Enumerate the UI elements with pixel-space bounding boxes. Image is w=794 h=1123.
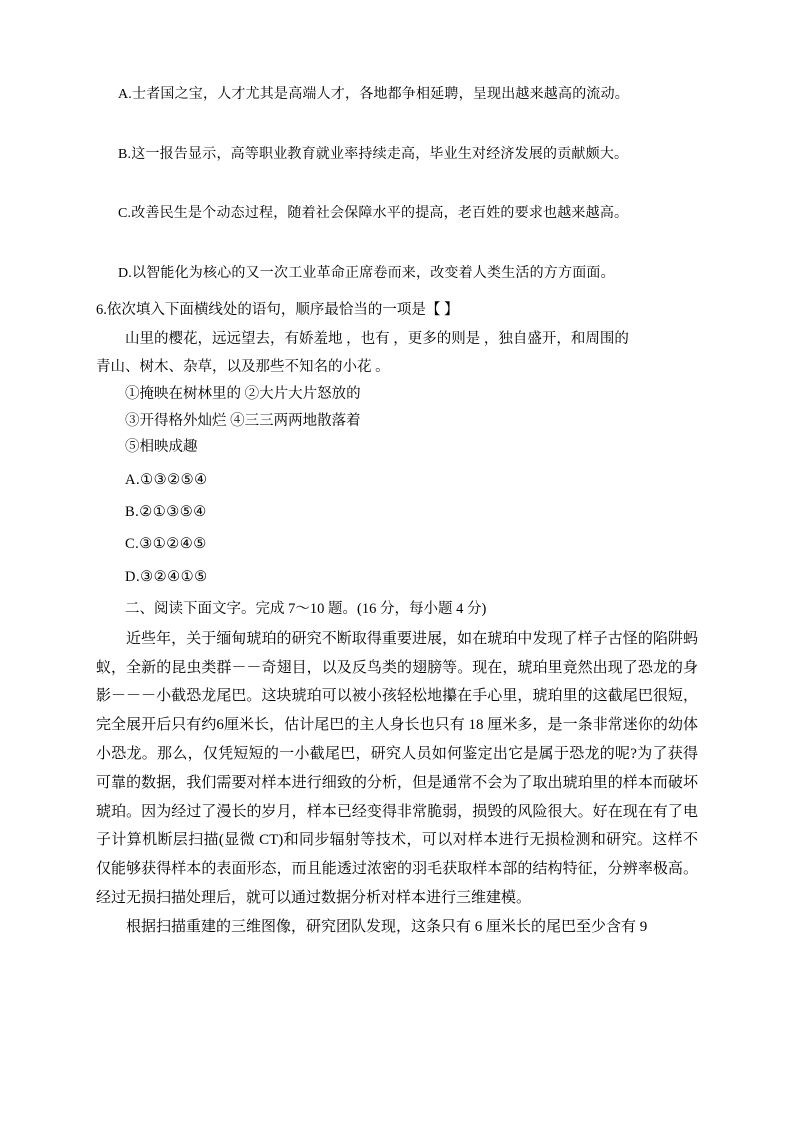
question6-choice-a: A.①③②⑤④ [125, 471, 208, 488]
question6-choice-c: C.③①②④⑤ [125, 536, 207, 553]
question5-choice-d: D.以智能化为核心的又一次工业革命正席卷而来，改变着人类生活的方方面面。 [118, 266, 615, 282]
question6-passage-line-2: 青山、树木、杂草，以及那些不知名的小花 。 [96, 359, 390, 376]
question6-fragments-line-2: ③开得格外灿烂 ④三三两两地散落着 [125, 412, 361, 429]
question6-choice-d: D.③②④①⑤ [125, 568, 208, 585]
question6-fragments-line-3: ⑤相映成趣 [125, 439, 198, 456]
question6-stem: 6.依次填入下面横线处的语句，顺序最恰当的一项是【 】 [96, 301, 459, 318]
section-2-paragraph-1: 近些年，关于缅甸琥珀的研究不断取得重要进展，如在琥珀中发现了样子古怪的陷阱蚂蚁，全新的昆虫类群－－奇翅目，以及反鸟类的翅膀等。现在，琥珀里竟然出现了恐龙的身影－－－小截恐龙尾巴。这块琥珀可以被小孩轻松地攥在手心里，琥珀里的这截尾巴很短，完全展开后只有约6厘米长，估计尾巴的主人身长也只有 18 厘米多，是一条非常迷你的幼体小恐龙。那么，仅凭短短的一小截尾巴，研究人员如何鉴定出它是属于恐龙的呢?为了获得可靠的数据，我们需要对样本进行细致的分析，但是通常不会为了取出琥珀里的样本而破坏琥珀。因为经过了漫长的岁月，样本已经变得非常脆弱，损毁的风险很大。好在现在有了电子计算机断层扫描(显微 CT)和同步辐射等技术，可以对样本进行无损检测和研究。这样不仅能够获得样本的表面形态，而且能透过浓密的羽毛获取样本部的结构特征，分辨率极高。经过无损扫描处理后，就可以通过数据分析对样本进行三维建模。 [96, 630, 698, 907]
question6-fragments-line-1: ①掩映在树林里的 ②大片大片怒放的 [125, 386, 361, 403]
document-body [96, 84, 698, 942]
question6-choice-b: B.②①③⑤④ [125, 503, 207, 520]
question5-choice-c: C.改善民生是个动态过程，随着社会保障水平的提高，老百姓的要求也越来越高。 [118, 206, 629, 222]
section-2-paragraph-2: 根据扫描重建的三维图像，研究团队发现，这条只有 6 厘米长的尾巴至少含有 9 [126, 918, 648, 935]
question6-passage-line-1: 山里的樱花，远远望去，有娇羞地 ，也有 ，更多的则是 ，独自盛开，和周围的 [125, 331, 629, 348]
section-2-heading: 二、阅读下面文字。完成 7～10 题。(16 分，每小题 4 分) [125, 601, 487, 618]
question5-choice-a: A.士者国之宝，人才尤其是高端人才，各地都争相延聘，呈现出越来越高的流动。 [118, 87, 630, 102]
question5-choice-b: B.这一报告显示，高等职业教育就业率持续走高，毕业生对经济发展的贡献颇大。 [118, 146, 629, 162]
